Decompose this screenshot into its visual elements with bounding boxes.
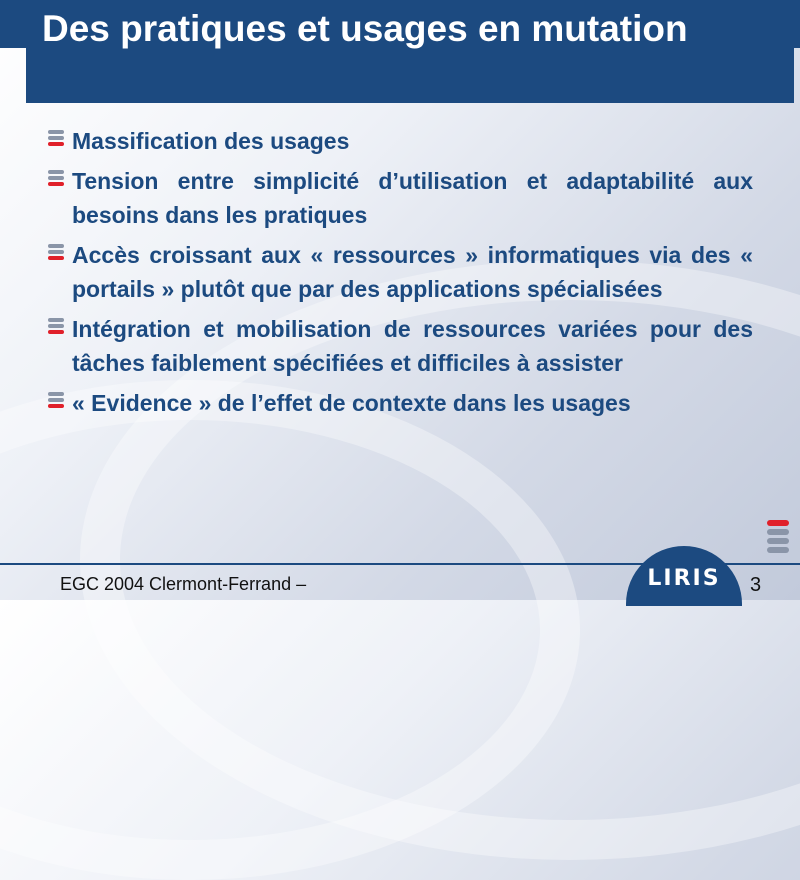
bullet-item xyxy=(48,164,753,232)
bullet-text: « Evidence » de l’effet de contexte dans les usages xyxy=(72,390,631,416)
bullet-text: Accès croissant aux « ressources » informatiques via des « portails » plutôt que par des applications spécialisées xyxy=(72,242,753,302)
bullet-item xyxy=(48,386,753,420)
bullet-item xyxy=(48,238,753,306)
bullet-stack-icon xyxy=(48,392,64,414)
slide-title: Des pratiques et usages en mutation xyxy=(42,8,688,49)
bullet-text: Massification des usages xyxy=(72,128,350,154)
bullet-stack-icon xyxy=(48,244,64,266)
bullet-text: Tension entre simplicité d’utilisation et adaptabilité aux besoins dans les pratiques xyxy=(72,168,753,228)
footer-text: EGC 2004 Clermont-Ferrand – xyxy=(60,574,307,594)
title-bar xyxy=(26,0,794,103)
page-number: 3 xyxy=(750,574,762,596)
liris-logo xyxy=(626,546,742,600)
corner-stack-icon xyxy=(767,520,789,560)
bullet-stack-icon xyxy=(48,318,64,340)
bullet-stack-icon xyxy=(48,130,64,152)
bullet-item xyxy=(48,312,753,380)
bullet-item xyxy=(48,124,753,158)
logo-text: LIRIS xyxy=(647,566,721,591)
bullet-stack-icon xyxy=(48,170,64,192)
bullet-list xyxy=(48,124,753,426)
bullet-text: Intégration et mobilisation de ressources variées pour des tâches faiblement spécifiées et difficiles à assister xyxy=(72,316,753,376)
footer-divider xyxy=(0,563,800,565)
